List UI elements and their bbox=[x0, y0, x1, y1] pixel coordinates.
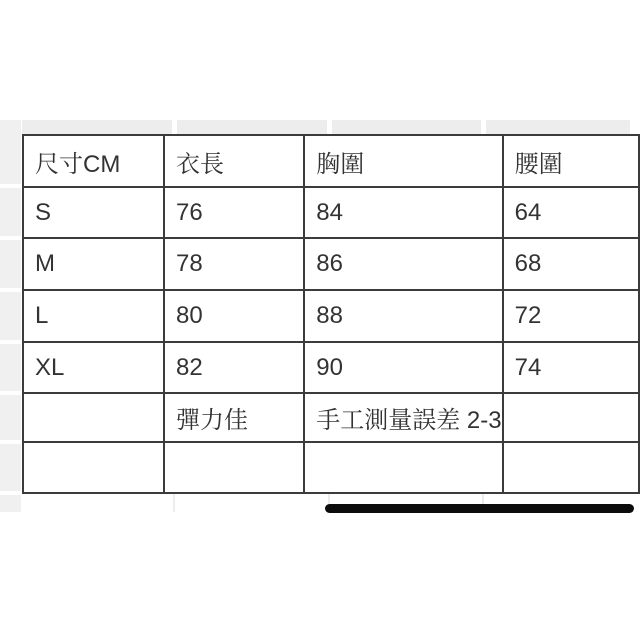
table-cell[interactable]: L bbox=[23, 290, 164, 342]
size-chart-table bbox=[22, 134, 640, 494]
row-divider-gap bbox=[0, 288, 21, 292]
table-cell-measure-note[interactable] bbox=[304, 393, 502, 442]
column-divider-gap bbox=[327, 120, 332, 134]
table-cell[interactable] bbox=[304, 442, 502, 493]
table-cell[interactable]: 64 bbox=[503, 187, 639, 238]
sheet-margin-left bbox=[0, 120, 21, 512]
table-cell[interactable]: M bbox=[23, 238, 164, 290]
header-cell-bust[interactable]: 胸圍 bbox=[304, 135, 502, 187]
table-cell[interactable]: 80 bbox=[164, 290, 304, 342]
table-cell[interactable]: 84 bbox=[304, 187, 502, 238]
table-cell[interactable]: 76 bbox=[164, 187, 304, 238]
header-cell-length[interactable]: 衣長 bbox=[164, 135, 304, 187]
table-cell[interactable]: 90 bbox=[304, 342, 502, 393]
column-divider-gap bbox=[172, 120, 177, 134]
size-row-s bbox=[23, 187, 639, 238]
gridline-stub bbox=[173, 494, 175, 512]
table-cell[interactable]: S bbox=[23, 187, 164, 238]
row-divider-gap bbox=[0, 440, 21, 444]
measure-note-text: 手工測量誤差 2-3 bbox=[316, 407, 502, 434]
size-row-xl bbox=[23, 342, 639, 393]
table-cell[interactable]: 82 bbox=[164, 342, 304, 393]
table-cell[interactable]: 88 bbox=[304, 290, 502, 342]
table-cell[interactable]: 74 bbox=[503, 342, 639, 393]
empty-row bbox=[23, 442, 639, 493]
note-row bbox=[23, 393, 639, 442]
table-cell[interactable]: XL bbox=[23, 342, 164, 393]
table-cell[interactable] bbox=[503, 393, 639, 442]
size-row-l bbox=[23, 290, 639, 342]
table-cell[interactable]: 72 bbox=[503, 290, 639, 342]
table-cell[interactable] bbox=[23, 442, 164, 493]
row-divider-gap bbox=[0, 340, 21, 344]
table-cell[interactable]: 78 bbox=[164, 238, 304, 290]
row-divider-gap bbox=[0, 491, 21, 495]
table-cell[interactable] bbox=[23, 393, 164, 442]
table-cell[interactable] bbox=[164, 442, 304, 493]
size-row-m bbox=[23, 238, 639, 290]
header-row bbox=[23, 135, 639, 187]
row-divider-gap bbox=[0, 236, 21, 240]
row-divider-gap bbox=[0, 391, 21, 395]
divider-bar bbox=[325, 504, 634, 513]
table-cell-elasticity-note[interactable]: 彈力佳 bbox=[164, 393, 304, 442]
column-divider-gap bbox=[481, 120, 486, 134]
table-cell[interactable]: 86 bbox=[304, 238, 502, 290]
table-cell[interactable]: 68 bbox=[503, 238, 639, 290]
sheet-margin-top bbox=[22, 120, 630, 134]
row-divider-gap bbox=[0, 184, 21, 188]
header-cell-waist[interactable]: 腰圍 bbox=[503, 135, 639, 187]
table-cell[interactable] bbox=[503, 442, 639, 493]
header-cell-size[interactable]: 尺寸CM bbox=[23, 135, 164, 187]
